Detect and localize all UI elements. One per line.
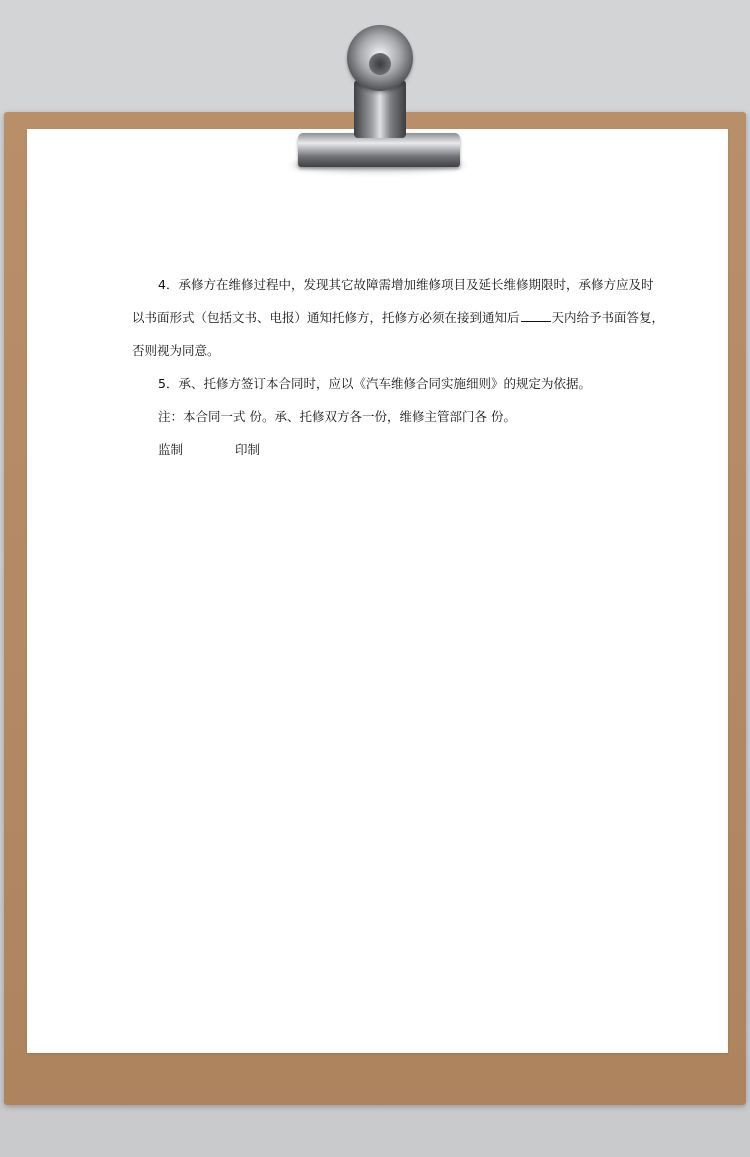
clause-5: 5．承、托修方签订本合同时，应以《汽车维修合同实施细则》的规定为依据。 bbox=[158, 376, 591, 391]
clip-base bbox=[298, 133, 460, 167]
clause-4-line-1: 4．承修方在维修过程中，发现其它故障需增加维修项目及延长维修期限时，承修方应及时 bbox=[158, 277, 654, 292]
clause-4-line-2-before: 以书面形式（包括文书、电报）通知托修方，托修方必须在接到通知后 bbox=[132, 310, 520, 325]
print-label: 印制 bbox=[235, 442, 261, 457]
note-line: 注：本合同一式 份。承、托修双方各一份，维修主管部门各 份。 bbox=[158, 409, 516, 424]
clause-4-line-2-after: 天内给予书面答复， bbox=[551, 310, 665, 325]
sign-row bbox=[132, 433, 632, 466]
fill-in-blank-days[interactable] bbox=[521, 309, 551, 322]
clause-4-line-3: 否则视为同意。 bbox=[132, 343, 220, 358]
clause-4-line-2 bbox=[132, 301, 665, 334]
document-body bbox=[132, 268, 665, 466]
clip-hole bbox=[369, 53, 391, 75]
supervise-label: 监制 bbox=[158, 442, 184, 457]
